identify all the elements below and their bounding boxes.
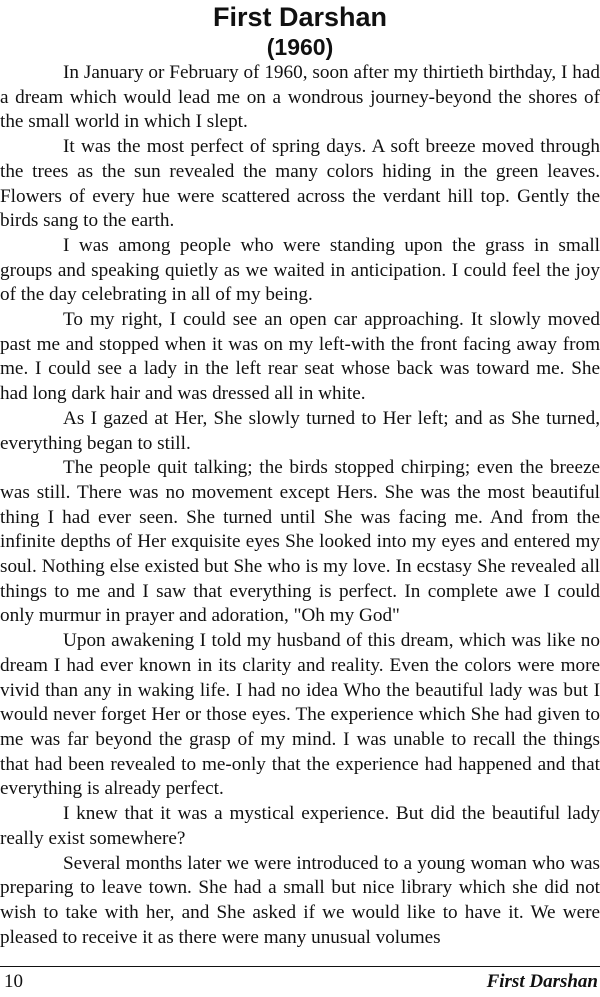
footer-divider — [0, 966, 600, 967]
chapter-title: First Darshan — [212, 2, 388, 32]
paragraph: I knew that it was a mystical experience. But did the beautiful lady really exist somewhere? — [0, 803, 600, 849]
chapter-body — [0, 61, 600, 950]
paragraph: To my right, I could see an open car approaching. It slowly moved past me and stopped when it was on my left-with the front facing away from me. I could see a lady in the left rear seat whose back was toward me. She had long dark hair and was dressed all in white. — [0, 309, 600, 405]
paragraph: As I gazed at Her, She slowly turned to Her left; and as She turned, everything began to still. — [0, 407, 600, 454]
page-number: 10 — [4, 971, 23, 992]
paragraph: I was among people who were standing upon the grass in small groups and speaking quietly as we waited in anticipation. I could feel the joy of the day celebrating in all of my being. — [0, 234, 600, 306]
paragraph: Upon awakening I told my husband of this dream, which was like no dream I had ever known in its clarity and reality. Even the colors were more vivid than any in waking life. I had no idea Who the beautiful lady was but I would never forget Her or those eyes. The experience which She had given to me was far beyond the grasp of my mind. I was unable to recall the things that had been revealed to me-only that the experience had happened and that everything is already perfect. — [0, 630, 600, 800]
paragraph: The people quit talking; the birds stopped chirping; even the breeze was still. There was no movement except Hers. She was the most beautiful thing I had ever seen. She turned until She was facing me. And from the infinite depths of Her exquisite eyes She looked into my eyes and entered my soul. Nothing else existed but She who is my love. In ecstasy She revealed all things to me and I saw that everything is perfect. In complete awe I could only murmur in prayer and adoration, "Oh my God" — [0, 457, 600, 627]
paragraph: In January or February of 1960, soon after my thirtieth birthday, I had a dream which would lead me on a wondrous journey-beyond the shores of the small world in which I slept. — [0, 62, 600, 133]
chapter-year: (1960) — [266, 34, 334, 60]
running-title: First Darshan — [486, 971, 598, 992]
paragraph: It was the most perfect of spring days. A soft breeze moved through the trees as the sun revealed the many colors hiding in the green leaves. Flowers of every hue were scattered across the verdant hill top. Gently the birds sang to the earth. — [0, 136, 600, 232]
paragraph: Several months later we were introduced to a young woman who was preparing to leave town. She had a small but nice library which she did not wish to take with her, and She asked if we would like to have it. We were pleased to receive it as there were many unusual volumes — [0, 852, 600, 948]
